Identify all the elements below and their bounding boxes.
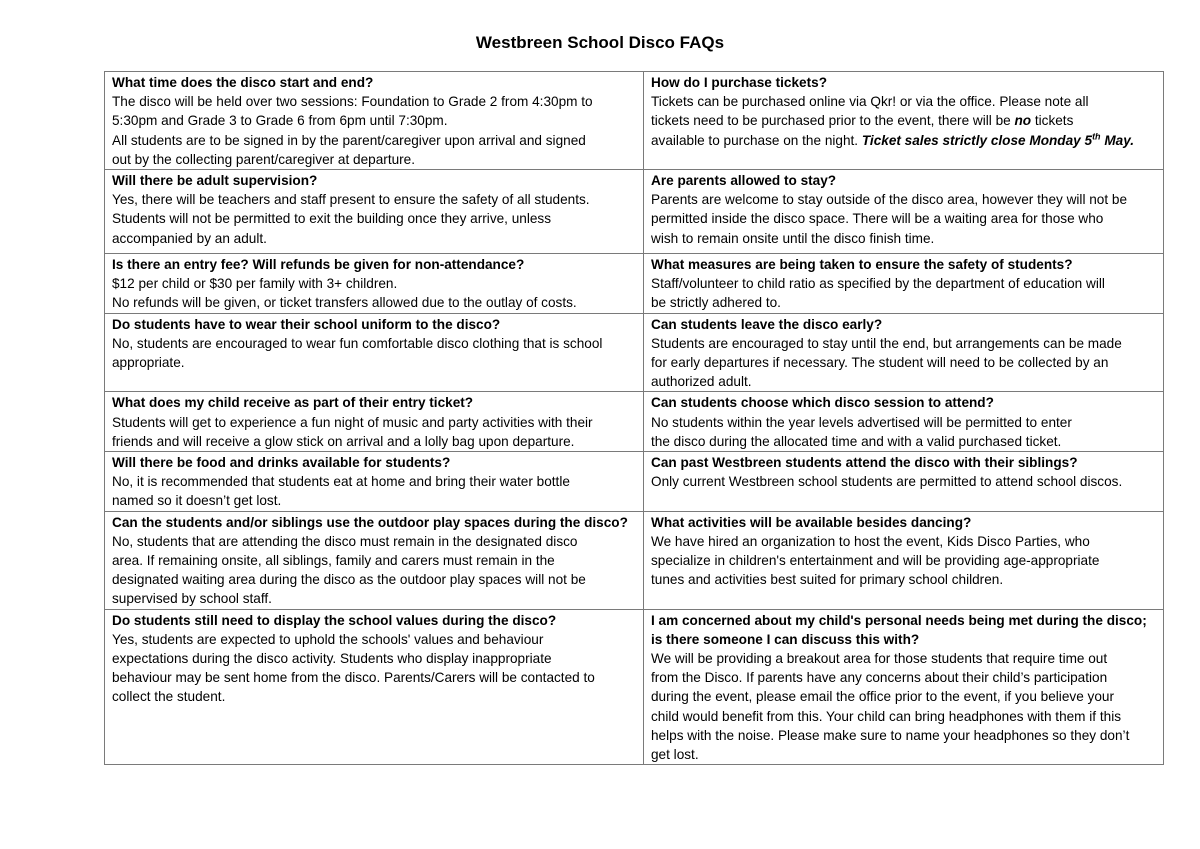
faq-answer-line: friends and will receive a glow stick on arrival and a lolly bag upon departure. [112,433,575,449]
faq-answer-line: be strictly adhered to. [651,295,781,311]
faq-question: What time does the disco start and end? [112,75,374,90]
faq-answer-line: Students are encouraged to stay until the end, but arrangements can be made [651,335,1122,351]
faq-question: What activities will be available besides dancing? [651,514,972,530]
faq-cell [105,452,644,512]
faq-cell [644,609,1164,765]
faq-cell [105,254,644,314]
faq-question: Can past Westbreen students attend the disco with their siblings? [651,455,1078,471]
faq-answer-line: Yes, there will be teachers and staff present to ensure the safety of all students. [112,192,590,208]
faq-answer-line: the disco during the allocated time and with a valid purchased ticket. [651,433,1062,449]
faq-cell [644,313,1164,392]
faq-cell [644,392,1164,452]
faq-answer-line: from the Disco. If parents have any concerns about their child’s participation [651,670,1108,686]
faq-cell [644,170,1164,254]
table-row [105,609,1164,765]
faq-answer-line: No refunds will be given, or ticket transfers allowed due to the outlay of costs. [112,295,577,311]
table-row [105,254,1164,314]
faq-cell [105,511,644,609]
faq-answer-line: get lost. [651,747,699,763]
faq-answer-line: for early departures if necessary. The student will need to be collected by an [651,355,1109,371]
faq-answer-line: helps with the noise. Please make sure to name your headphones so they don’t [651,727,1130,743]
faq-answer-line: collect the student. [112,689,226,705]
table-row [105,511,1164,609]
faq-cell [644,452,1164,512]
faq-answer-line: Staff/volunteer to child ratio as specified by the department of education will [651,276,1105,292]
faq-question: Do students still need to display the school values during the disco? [112,612,557,628]
answer-superscript: th [1092,131,1101,142]
faq-answer-line: No, it is recommended that students eat at home and bring their water bottle [112,474,570,490]
faq-answer-line: wish to remain onsite until the disco finish time. [651,230,935,246]
faq-cell [105,392,644,452]
faq-question: Will there be food and drinks available for students? [112,455,451,471]
faq-answer-line: named so it doesn’t get lost. [112,493,282,509]
faq-cell [105,609,644,765]
faq-answer-line: designated waiting area during the disco as the outdoor play spaces will not be [112,572,586,588]
faq-question: Do students have to wear their school uniform to the disco? [112,316,501,332]
faq-cell [105,72,644,170]
faq-question: Is there an entry fee? Will refunds be given for non-attendance? [112,257,525,273]
faq-cell [644,254,1164,314]
faq-question: is there someone I can discuss this with? [651,631,920,647]
faq-answer-line: We have hired an organization to host the event, Kids Disco Parties, who [651,533,1090,549]
faq-question: What does my child receive as part of their entry ticket? [112,395,474,411]
faq-answer-line: during the event, please email the office prior to the event, if you believe your [651,689,1114,705]
faq-answer-line: tunes and activities best suited for primary school children. [651,572,1004,588]
faq-question: Can students leave the disco early? [651,316,883,332]
table-row [105,452,1164,512]
faq-answer-line [651,131,1160,150]
table-row [105,392,1164,452]
faq-answer-line: No, students are encouraged to wear fun comfortable disco clothing that is school [112,335,603,351]
table-row [105,72,1164,170]
faq-answer-line: Parents are welcome to stay outside of the disco area, however they will not be [651,192,1128,208]
faq-answer-line: behaviour may be sent home from the disco. Parents/Carers will be contacted to [112,670,595,686]
faq-answer-line: permitted inside the disco space. There will be a waiting area for those who [651,211,1104,227]
page-title: Westbreen School Disco FAQs [475,33,725,52]
faq-answer-line: child would benefit from this. Your child can bring headphones with them if this [651,708,1122,724]
faq-answer-line: Tickets can be purchased online via Qkr! or via the office. Please note all [651,94,1089,110]
faq-question: What measures are being taken to ensure the safety of students? [651,257,1073,273]
faq-answer-line: Students will get to experience a fun night of music and party activities with their [112,414,593,430]
table-row [105,313,1164,392]
faq-answer-line: authorized adult. [651,374,752,390]
faq-cell [105,170,644,254]
faq-cell [644,72,1164,170]
faq-answer-line: The disco will be held over two sessions: Foundation to Grade 2 from 4:30pm to [112,94,593,110]
faq-answer-line: No, students that are attending the disco must remain in the designated disco [112,533,578,549]
faq-question: Can students choose which disco session to attend? [651,395,994,411]
faq-answer-line [651,111,1160,130]
faq-answer-line: area. If remaining onsite, all siblings, family and carers must remain in the [112,553,555,569]
faq-answer-line: No students within the year levels advertised will be permitted to enter [651,414,1072,430]
faq-question: How do I purchase tickets? [651,75,828,90]
faq-answer-line: supervised by school staff. [112,591,272,607]
faq-table [104,71,1164,765]
faq-answer-line: All students are to be signed in by the parent/caregiver upon arrival and signed [112,132,586,148]
faq-question: Will there be adult supervision? [112,173,318,189]
faq-answer-line: Students will not be permitted to exit the building once they arrive, unless [112,211,552,227]
answer-text: tickets need to be purchased prior to the event, there will be [651,113,1015,129]
answer-text: tickets [1031,113,1074,129]
answer-emphasis: May. [1100,132,1135,148]
faq-cell [644,511,1164,609]
faq-question: I am concerned about my child's personal needs being met during the disco; [651,612,1147,628]
answer-emphasis: Ticket sales strictly close Monday 5 [861,132,1093,148]
faq-answer-line: out by the collecting parent/caregiver at departure. [112,151,416,167]
faq-answer-line: We will be providing a breakout area for those students that require time out [651,651,1108,667]
faq-cell [105,313,644,392]
faq-answer-line: expectations during the disco activity. Students who display inappropriate [112,651,552,667]
faq-question: Are parents allowed to stay? [651,173,837,189]
table-row [105,170,1164,254]
faq-answer-line: accompanied by an adult. [112,230,267,246]
faq-answer-line: 5:30pm and Grade 3 to Grade 6 from 6pm until 7:30pm. [112,113,448,129]
answer-emphasis: no [1014,113,1032,129]
faq-answer-line: $12 per child or $30 per family with 3+ children. [112,276,398,292]
faq-answer-line: Only current Westbreen school students are permitted to attend school discos. [651,474,1123,490]
faq-answer-line: Yes, students are expected to uphold the schools' values and behaviour [112,631,544,647]
faq-question: Can the students and/or siblings use the outdoor play spaces during the disco? [112,514,628,530]
faq-answer-line: specialize in children's entertainment and will be providing age-appropriate [651,553,1100,569]
faq-answer-line: appropriate. [112,355,185,371]
answer-text: available to purchase on the night. [651,132,862,148]
